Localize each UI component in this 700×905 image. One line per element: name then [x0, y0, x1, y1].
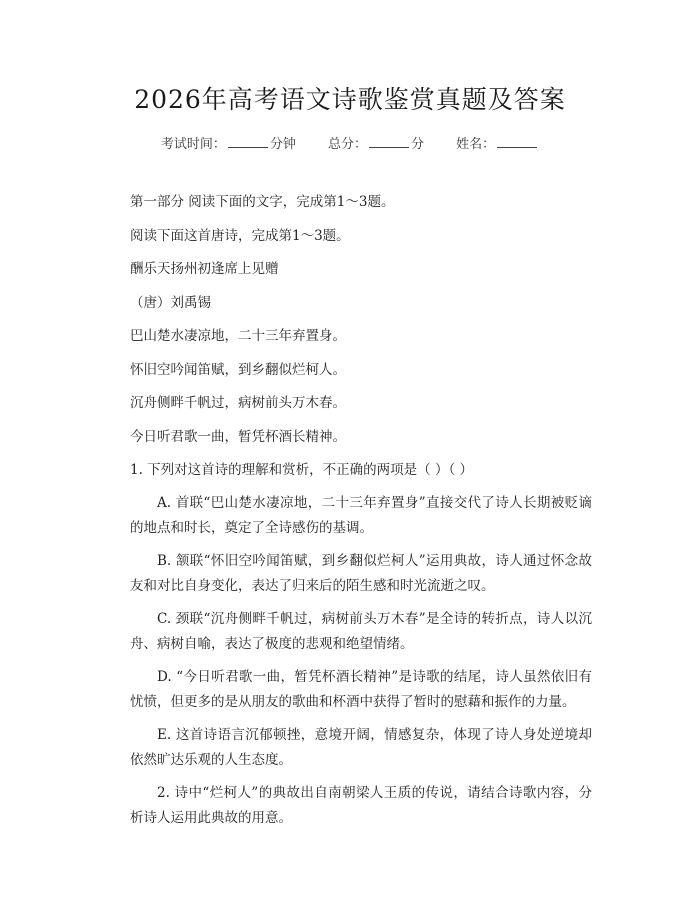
total-score-field	[328, 133, 424, 152]
part-heading: 第一部分 阅读下面的文字，完成第1～3题。	[130, 194, 395, 210]
poem-title: 酬乐天扬州初逢席上见赠	[130, 261, 279, 277]
question-1-option-c: C. 颈联“沉舟侧畔千帆过，病树前头万木春”是全诗的转折点，诗人以沉舟、病树自喻，表达了极度的悲观和绝望情绪。	[130, 611, 592, 652]
page-title: 2026年高考语文诗歌鉴赏真题及答案	[134, 85, 566, 114]
total-score-label: 总分：	[327, 137, 367, 152]
poem-line: 今日听君歌一曲，暂凭杯酒长精神。	[130, 428, 346, 445]
total-score-unit: 分	[411, 137, 425, 152]
name-label: 姓名：	[456, 137, 496, 152]
reading-instruction: 阅读下面这首唐诗，完成第1～3题。	[130, 227, 350, 244]
name-field	[456, 133, 539, 152]
exam-content	[130, 190, 592, 839]
exam-time-label: 考试时间：	[160, 137, 226, 152]
question-2-stem: 2. 诗中“烂柯人”的典故出自南朝梁人王质的传说，请结合诗歌内容，分析诗人运用此典故的用意。	[130, 785, 592, 826]
question-1-option-e: E. 这首诗语言沉郁顿挫，意境开阔，情感复杂，体现了诗人身处逆境却依然旷达乐观的人生态度。	[130, 727, 592, 768]
question-1-option-d: D. “今日听君歌一曲，暂凭杯酒长精神”是诗歌的结尾，诗人虽然依旧有忧愤，但更多的是从朋友的歌曲和杯酒中获得了暂时的慰藉和振作的力量。	[130, 669, 592, 710]
poem-author: （唐）刘禹锡	[130, 294, 211, 311]
question-1-stem: 1. 下列对这首诗的理解和赏析，不正确的两项是（ ）（ ）	[130, 462, 474, 478]
poem-line: 怀旧空吟闻笛赋，到乡翻似烂柯人。	[130, 361, 346, 378]
name-blank	[497, 137, 537, 148]
exam-info-line	[0, 133, 700, 152]
poem-line: 巴山楚水凄凉地，二十三年弃置身。	[130, 328, 346, 344]
exam-time-field	[161, 133, 296, 152]
exam-time-blank	[228, 137, 268, 148]
exam-time-unit: 分钟	[269, 137, 296, 152]
total-score-blank	[369, 137, 409, 148]
poem-line: 沉舟侧畔千帆过，病树前头万木春。	[130, 395, 346, 411]
question-1-option-b: B. 颔联“怀旧空吟闻笛赋，到乡翻似烂柯人”运用典故，诗人通过怀念故友和对比自身变化，表达了归来后的陌生感和时光流逝之叹。	[130, 553, 592, 594]
question-1-option-a: A. 首联“巴山楚水凄凉地，二十三年弃置身”直接交代了诗人长期被贬谪的地点和时长，奠定了全诗感伤的基调。	[130, 495, 592, 536]
